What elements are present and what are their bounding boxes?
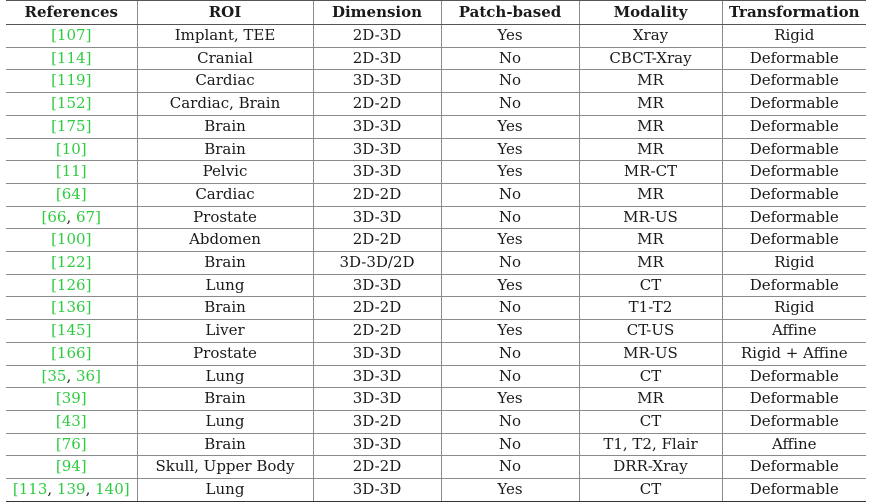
roi-cell: Lung [137,365,313,388]
transformation-cell: Deformable [722,138,866,161]
table-row [6,252,866,275]
citation-bracket-open: [ [41,366,48,385]
references-cell [6,183,137,206]
citation-link[interactable]: 100 [56,230,86,249]
modality-cell: T1-T2 [579,297,722,320]
modality-cell: CBCT-Xray [579,47,722,70]
modality-cell: MR [579,229,722,252]
dimension-cell: 2D-2D [313,93,441,116]
modality-cell: CT [579,274,722,297]
header-dimension: Dimension [313,1,441,25]
roi-cell: Brain [137,388,313,411]
citation-link[interactable]: 36 [76,366,96,385]
table-row [6,25,866,48]
roi-cell: Lung [137,274,313,297]
citation-bracket-open: [ [51,275,57,294]
header-row [6,1,866,25]
patch-based-cell: No [441,297,579,320]
modality-cell: MR [579,115,722,138]
citation-link[interactable]: 136 [56,298,86,317]
citation-bracket-close: ] [80,411,87,430]
dimension-cell: 2D-2D [313,297,441,320]
patch-based-cell: No [441,433,579,456]
citation-bracket-open: [ [55,162,62,181]
modality-cell: CT [579,410,722,433]
transformation-cell: Deformable [722,93,866,116]
citation-bracket-open: [ [55,434,62,453]
transformation-cell: Rigid [722,297,866,320]
patch-based-cell: Yes [441,229,579,252]
citation-bracket-close: ] [80,457,87,476]
transformation-cell: Deformable [722,229,866,252]
citation-link[interactable]: 166 [56,343,86,362]
modality-cell: CT [579,365,722,388]
transformation-cell: Deformable [722,479,866,502]
citation-bracket-close: ] [85,94,92,113]
citation-bracket-close: ] [85,48,92,67]
table-row [6,183,866,206]
dimension-cell: 3D-3D [313,365,441,388]
transformation-cell: Deformable [722,410,866,433]
citation-bracket-close: ] [95,366,101,385]
patch-based-cell: No [441,183,579,206]
patch-based-cell: Yes [441,320,579,343]
table-body [6,25,866,502]
table-row [6,479,866,502]
citation-link[interactable]: 43 [61,411,81,430]
citation-bracket-open: [ [55,457,62,476]
registration-methods-table [6,0,866,502]
transformation-cell: Deformable [722,206,866,229]
table-row [6,115,866,138]
citation-bracket-close: ] [85,116,92,135]
patch-based-cell: Yes [441,115,579,138]
references-cell [6,410,137,433]
citation-bracket-open: [ [55,139,62,158]
header-transformation: Transformation [722,1,866,25]
dimension-cell: 2D-2D [313,229,441,252]
citation-link[interactable]: 113 [18,480,48,499]
patch-based-cell: Yes [441,161,579,184]
citation-link[interactable]: 145 [56,321,86,340]
citation-bracket-close: ] [123,480,130,499]
table-row [6,320,866,343]
citation-bracket-close: ] [80,184,87,203]
modality-cell: CT [579,479,722,502]
table-row [6,274,866,297]
table-row [6,433,866,456]
dimension-cell: 3D-3D [313,70,441,93]
citation-bracket-open: [ [51,26,57,44]
citation-link[interactable]: 152 [56,94,86,113]
roi-cell: Brain [137,252,313,275]
table-row [6,206,866,229]
dimension-cell: 3D-3D [313,479,441,502]
patch-based-cell: No [441,70,579,93]
modality-cell: MR-US [579,206,722,229]
citation-link[interactable]: 10 [61,139,81,158]
citation-bracket-close: ] [80,434,87,453]
citation-bracket-close: ] [80,389,87,408]
references-cell [6,206,137,229]
modality-cell: MR [579,70,722,93]
roi-cell: Prostate [137,342,313,365]
citation-bracket-open: [ [12,480,19,499]
roi-cell: Cranial [137,47,313,70]
table-row [6,456,866,479]
modality-cell: DRR-Xray [579,456,722,479]
table-row [6,410,866,433]
transformation-cell: Deformable [722,365,866,388]
references-cell [6,25,137,48]
citation-bracket-open: [ [51,230,57,249]
patch-based-cell: No [441,206,579,229]
modality-cell: Xray [579,25,722,48]
citation-link[interactable]: 114 [56,48,86,67]
roi-cell: Brain [137,433,313,456]
transformation-cell: Deformable [722,274,866,297]
citation-separator: , [66,366,77,385]
citation-link[interactable]: 76 [61,434,81,453]
dimension-cell: 2D-3D [313,47,441,70]
citation-link[interactable]: 35 [47,366,67,385]
transformation-cell: Deformable [722,115,866,138]
dimension-cell: 3D-3D/2D [313,252,441,275]
citation-bracket-open: [ [51,343,57,362]
transformation-cell: Affine [722,320,866,343]
roi-cell: Skull, Upper Body [137,456,313,479]
citation-link[interactable]: 126 [56,275,86,294]
transformation-cell: Deformable [722,456,866,479]
citation-link[interactable]: 67 [76,207,96,226]
patch-based-cell: No [441,47,579,70]
citation-bracket-close: ] [95,207,101,226]
table-row [6,161,866,184]
modality-cell: MR [579,252,722,275]
patch-based-cell: No [441,365,579,388]
references-cell [6,93,137,116]
patch-based-cell: No [441,93,579,116]
dimension-cell: 3D-2D [313,410,441,433]
header-roi: ROI [137,1,313,25]
references-cell [6,70,137,93]
citation-bracket-open: [ [51,298,57,317]
dimension-cell: 2D-2D [313,183,441,206]
transformation-cell: Deformable [722,70,866,93]
dimension-cell: 3D-3D [313,342,441,365]
references-cell [6,388,137,411]
table-row [6,365,866,388]
patch-based-cell: Yes [441,274,579,297]
references-cell [6,479,137,502]
modality-cell: MR [579,138,722,161]
roi-cell: Cardiac, Brain [137,93,313,116]
transformation-cell: Deformable [722,161,866,184]
patch-based-cell: Yes [441,25,579,48]
citation-link[interactable]: 64 [61,184,81,203]
citation-bracket-open: [ [51,116,57,135]
modality-cell: MR-CT [579,161,722,184]
references-cell [6,47,137,70]
modality-cell: CT-US [579,320,722,343]
modality-cell: MR-US [579,342,722,365]
citation-bracket-open: [ [51,321,57,340]
citation-separator: , [47,480,57,499]
citation-bracket-close: ] [85,321,92,340]
citation-bracket-open: [ [51,48,57,67]
citation-link[interactable]: 11 [61,162,81,181]
references-cell [6,252,137,275]
roi-cell: Brain [137,115,313,138]
transformation-cell: Rigid + Affine [722,342,866,365]
roi-cell: Abdomen [137,229,313,252]
dimension-cell: 2D-3D [313,25,441,48]
citation-bracket-open: [ [51,71,57,90]
patch-based-cell: Yes [441,138,579,161]
modality-cell: MR [579,93,722,116]
citation-link[interactable]: 39 [61,389,81,408]
citation-bracket-close: ] [85,343,92,362]
citation-bracket-close: ] [80,162,87,181]
citation-bracket-close: ] [85,230,92,249]
modality-cell: MR [579,183,722,206]
table-row [6,47,866,70]
roi-cell: Cardiac [137,70,313,93]
modality-cell: T1, T2, Flair [579,433,722,456]
table-row [6,297,866,320]
references-cell [6,365,137,388]
citation-bracket-close: ] [85,253,92,272]
patch-based-cell: No [441,342,579,365]
citation-separator: , [85,480,96,499]
transformation-cell: Deformable [722,183,866,206]
citation-link[interactable]: 122 [56,253,86,272]
references-cell [6,456,137,479]
references-cell [6,342,137,365]
patch-based-cell: Yes [441,479,579,502]
roi-cell: Liver [137,320,313,343]
citation-link[interactable]: 140 [95,480,124,499]
dimension-cell: 3D-3D [313,138,441,161]
dimension-cell: 2D-2D [313,320,441,343]
table-row [6,70,866,93]
dimension-cell: 3D-3D [313,274,441,297]
citation-bracket-open: [ [55,184,62,203]
header-modality: Modality [579,1,722,25]
roi-cell: Lung [137,479,313,502]
citation-bracket-close: ] [85,26,92,44]
references-cell [6,115,137,138]
citation-bracket-open: [ [55,411,62,430]
table-row [6,342,866,365]
citation-link[interactable]: 66 [47,207,67,226]
patch-based-cell: No [441,456,579,479]
roi-cell: Cardiac [137,183,313,206]
table-row [6,388,866,411]
roi-cell: Brain [137,138,313,161]
transformation-cell: Affine [722,433,866,456]
references-cell [6,229,137,252]
references-cell [6,274,137,297]
dimension-cell: 2D-2D [313,456,441,479]
references-cell [6,161,137,184]
citation-link[interactable]: 94 [61,457,81,476]
references-cell [6,138,137,161]
roi-cell: Lung [137,410,313,433]
roi-cell: Pelvic [137,161,313,184]
modality-cell: MR [579,388,722,411]
citation-link[interactable]: 175 [56,116,86,135]
transformation-cell: Rigid [722,25,866,48]
transformation-cell: Rigid [722,252,866,275]
references-cell [6,297,137,320]
citation-link[interactable]: 107 [56,26,86,44]
citation-bracket-open: [ [41,207,48,226]
dimension-cell: 3D-3D [313,388,441,411]
citation-bracket-close: ] [85,275,92,294]
citation-bracket-close: ] [80,139,87,158]
transformation-cell: Deformable [722,47,866,70]
transformation-cell: Deformable [722,388,866,411]
patch-based-cell: Yes [441,388,579,411]
citation-bracket-close: ] [85,71,92,90]
table-row [6,229,866,252]
patch-based-cell: No [441,252,579,275]
dimension-cell: 3D-3D [313,206,441,229]
patch-based-cell: No [441,410,579,433]
roi-cell: Implant, TEE [137,25,313,48]
citation-bracket-open: [ [51,253,57,272]
references-cell [6,320,137,343]
table-row [6,93,866,116]
citation-bracket-close: ] [85,298,92,317]
citation-link[interactable]: 139 [56,480,86,499]
roi-cell: Brain [137,297,313,320]
dimension-cell: 3D-3D [313,115,441,138]
table-row [6,138,866,161]
header-references: References [6,1,137,25]
citation-link[interactable]: 119 [56,71,86,90]
dimension-cell: 3D-3D [313,161,441,184]
header-patch-based: Patch-based [441,1,579,25]
citation-bracket-open: [ [51,94,57,113]
dimension-cell: 3D-3D [313,433,441,456]
citation-separator: , [66,207,77,226]
citation-bracket-open: [ [55,389,62,408]
table-header [6,1,866,25]
references-cell [6,433,137,456]
roi-cell: Prostate [137,206,313,229]
